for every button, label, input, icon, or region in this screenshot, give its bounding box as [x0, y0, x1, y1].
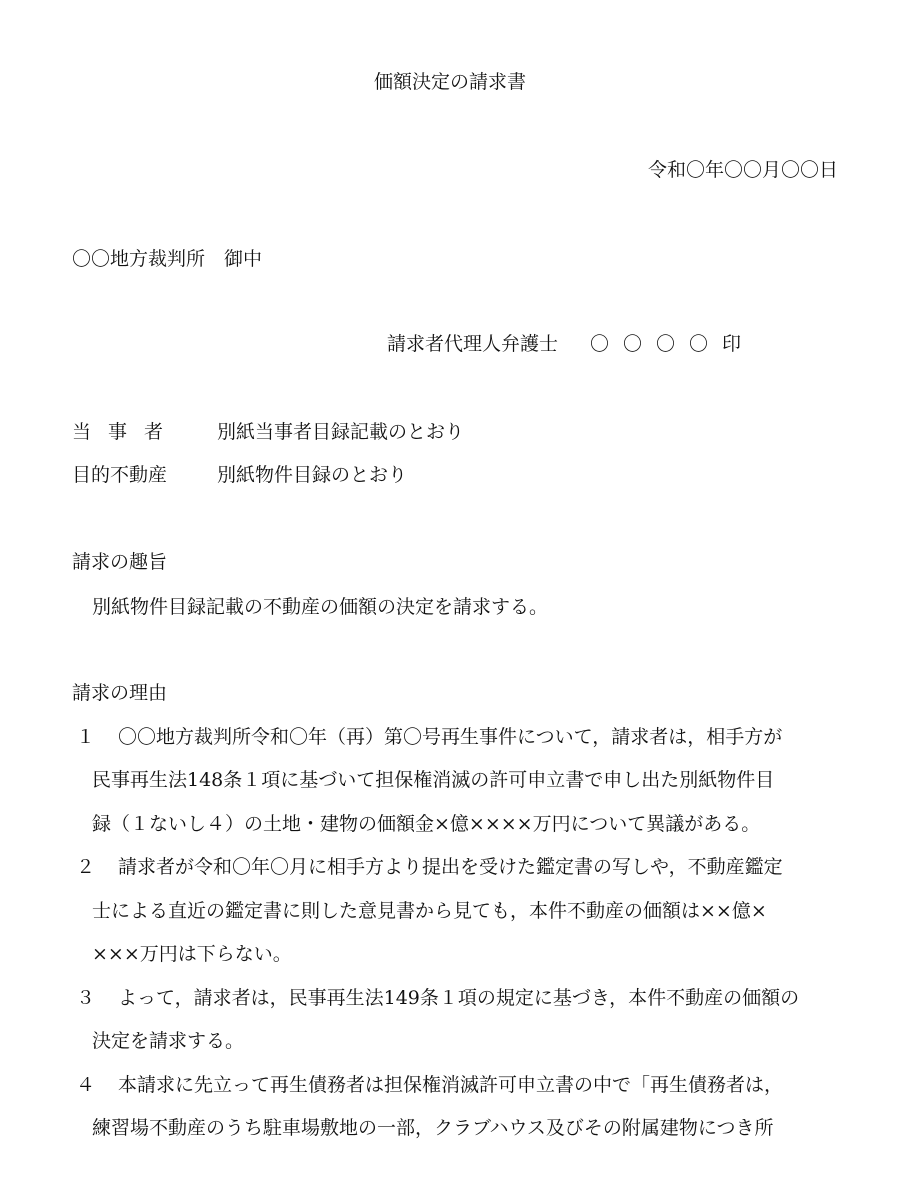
- party-value-property: 別紙物件目録のとおり: [217, 464, 408, 486]
- reason-line: 練習場不動産のうち駐車場敷地の一部，クラブハウス及びその附属建物につき所: [92, 1117, 774, 1139]
- reason-line: 決定を請求する。: [92, 1030, 245, 1052]
- reason-line: ×××万円は下らない。: [92, 943, 292, 965]
- applicant-label: 請求者代理人弁護士: [387, 333, 559, 355]
- purpose-text: 別紙物件目録記載の不動産の価額の決定を請求する。: [92, 596, 549, 618]
- reason-line: 本請求に先立って再生債務者は担保権消滅許可申立書の中で「再生債務者は，: [118, 1074, 784, 1096]
- reason-line: 録（１ないし４）の土地・建物の価額金×億××××万円について異議がある。: [92, 813, 761, 835]
- party-value-parties: 別紙当事者目録記載のとおり: [217, 421, 465, 443]
- reason-number: ２: [76, 856, 96, 878]
- reason-number: ４: [76, 1074, 96, 1096]
- addressee: 〇〇地方裁判所 御中: [72, 248, 263, 270]
- reason-number: ３: [76, 987, 96, 1009]
- reasons-heading: 請求の理由: [72, 682, 168, 704]
- seal-mark: 印: [722, 333, 742, 355]
- applicant-name: 〇〇〇〇: [590, 333, 723, 355]
- document-title: 価額決定の請求書: [373, 71, 526, 93]
- party-label-property: 目的不動産: [72, 464, 168, 486]
- reason-number: １: [76, 726, 96, 748]
- document-date: 令和〇年〇〇月〇〇日: [647, 159, 838, 181]
- reason-line: 民事再生法148条１項に基づいて担保権消滅の許可申立書で申し出た別紙物件目: [92, 769, 775, 791]
- reason-line: 士による直近の鑑定書に則した意見書から見ても，本件不動産の価額は××億×: [92, 900, 767, 922]
- reason-line: 〇〇地方裁判所令和〇年（再）第〇号再生事件について，請求者は，相手方が: [118, 726, 783, 748]
- reason-line: 請求者が令和〇年〇月に相手方より提出を受けた鑑定書の写しや，不動産鑑定: [118, 856, 783, 878]
- party-label-parties: 当事者: [72, 421, 181, 443]
- applicant-line: [387, 331, 741, 357]
- reason-line: よって，請求者は，民事再生法149条１項の規定に基づき，本件不動産の価額の: [118, 987, 800, 1009]
- purpose-heading: 請求の趣旨: [72, 551, 168, 573]
